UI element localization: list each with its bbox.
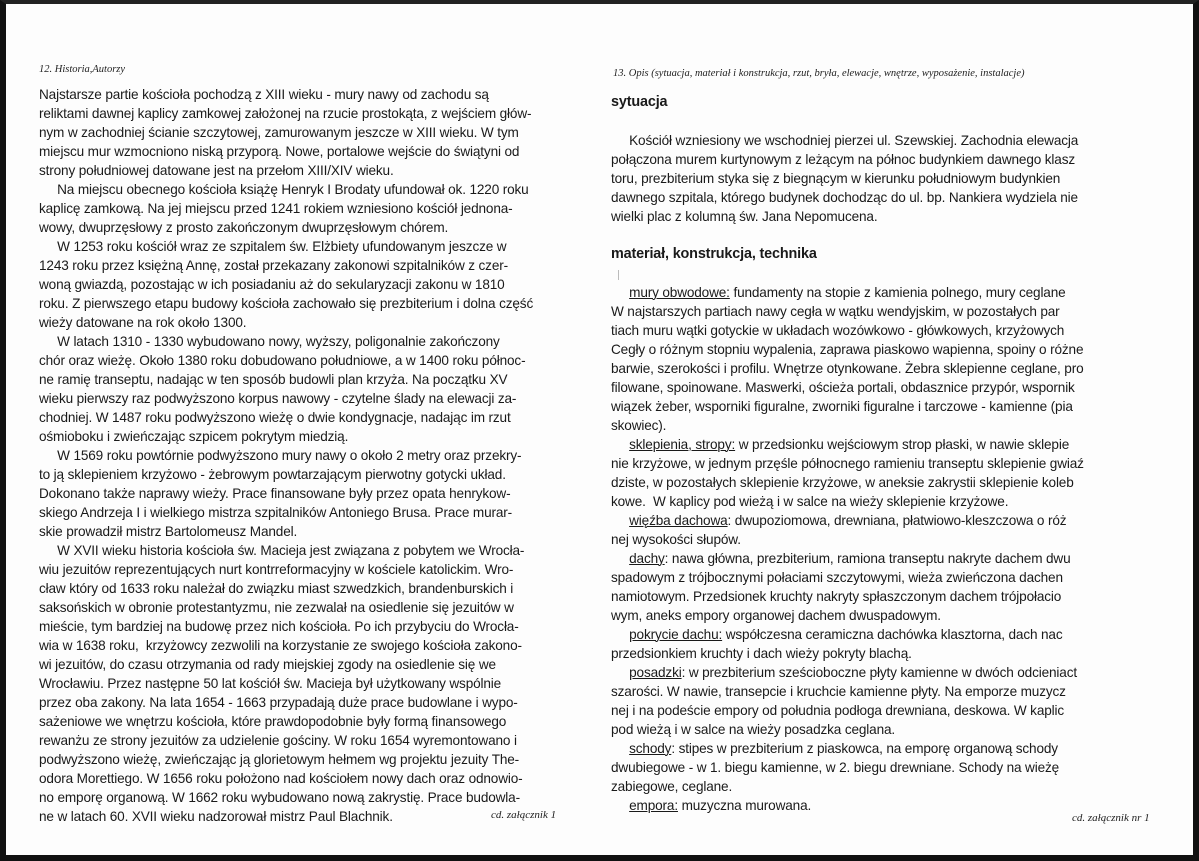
item-text: fundamenty na stopie z kamienia polnego, mury ceglane [729,285,1066,300]
text-line: rewanżu ze strony jezuitów za udzielenie gościny. W roku 1654 wyremontowano i [39,733,517,748]
material-item [611,549,1199,625]
text-line [611,511,1199,530]
item-term: pokrycie dachu: [629,627,723,642]
text-line: wym, aneks empory organowej dachem dwuspadowym. [611,608,941,623]
text-line: wieży datowane na rok około 1300. [39,315,247,330]
material-item [611,283,1199,435]
text-line [611,549,1199,568]
text-line: połączona murem kurtynowym z leżącym na północ budynkiem dawnego klasz [611,152,1075,167]
text-line: nej i na podeście empory od południa podłoga drewniana, deskowa. W kaplic [611,703,1065,718]
heading-material: materiał, konstrukcja, technika [611,246,817,262]
material-items [611,283,1199,815]
indent [611,627,629,642]
text-line: Na miejscu obecnego kościoła książę Henryk I Brodaty ufundował ok. 1220 roku [39,182,529,197]
text-line: skie prowadził mistrz Bartolomeusz Mandel. [39,524,298,539]
text-line: wiązek żeber, wsporniki figuralne, zworniki figuralne i tarczowe - kamienne (pia [611,399,1073,414]
text-line: namiotowym. Przedsionek kruchty nakryty spłaszczonym dachem trójpołacio [611,589,1062,604]
text-line: kowe. W kaplicy pod wieżą i w salce na wieży sklepienie krzyżowe. [611,494,1009,509]
text-line: W 1253 roku kościół wraz ze szpitalem św. Elżbiety ufundowanym jeszcze w [39,239,507,254]
text-line: mieście, tym bardziej na budowę przez nich kościoła. Po ich przybyciu do Wrocła- [39,619,519,634]
text-line: wiu jezuitów reprezentujących nurt kontrreformacyjny w kościele katolickim. Wro- [39,562,514,577]
item-term: mury obwodowe: [629,285,730,300]
text-line: W latach 1310 - 1330 wybudowano nowy, wyższy, poligonalnie zakończony [39,334,500,349]
item-text: muzyczna murowana. [677,798,812,813]
scan-mark [618,270,619,280]
text-line: przedsionkiem kruchty i dach wieży pokryty blachą. [611,646,912,661]
left-footer: cd. załącznik 1 [491,809,557,821]
text-line: saksońskich w obronie protestantyzmu, nie zezwalał na osiedlenie się jezuitów w [39,600,514,615]
indent [611,741,629,756]
left-page [6,4,596,855]
item-term: empora: [629,798,678,813]
text-line: ne w latach 60. XVII wieku nadzorował mistrz Paul Blachnik. [39,809,393,824]
indent [611,665,629,680]
spacer [611,226,1199,245]
text-line: wi jezuitów, do czasu otrzymania od rady miejskiej zgody na osiedlenie się we [39,657,496,672]
item-text: : stipes w prezbiterium z piaskowca, na emporę organową schody [671,741,1058,756]
text-line: strony południowej datowane jest na przełom XIII/XIV wieku. [39,163,394,178]
material-item [611,739,1199,796]
text-line [611,283,1199,302]
text-line: W 1569 roku powtórnie podwyższono mury nawy o około 2 metry oraz przekry- [39,448,522,463]
text-line: dawnego szpitala, którego budynek dochodząc do ul. bp. Nankiera wydziela nie [611,190,1078,205]
text-line: nym w zachodniej ścianie szczytowej, zamurowanym jeszcze w XIII wieku. W tym [39,125,519,140]
material-item [611,625,1199,663]
text-line: dwubiegowe - w 1. biegu kamienne, w 2. biegu drewniane. Schody na wieżę [611,760,1060,775]
spacer [611,112,1199,131]
text-line: sażeniowe we wnętrzu kościoła, które prawdopodobnie były formą finansowego [39,714,507,729]
text-line: zabiegowe, ceglane. [611,779,733,794]
text-line: nej wysokości słupów. [611,532,741,547]
text-line: W XVII wieku historia kościoła św. Macieja jest związana z pobytem we Wrocła- [39,543,525,558]
item-text: współczesna ceramiczna dachówka klasztorna, dach nac [722,627,1063,642]
text-line: Wrocławiu. Przez następne 50 lat kościół św. Macieja był użytkowany wspólnie [39,676,502,691]
text-line: podwyższono wieżę, zwieńczając ją glorietowym hełmem wg projektu jezuity The- [39,752,520,767]
item-term: sklepienia, stropy: [629,437,736,452]
text-line [611,435,1199,454]
section-label-history: 12. Historia,Autorzy [39,64,126,75]
text-line: cław który od 1633 roku należał do związku miast szwedzkich, brandenburskich i [39,581,514,596]
indent [611,798,629,813]
item-text: : dwupoziomowa, drewniana, płatwiowo-kleszczowa o róż [727,513,1067,528]
text-line: Dokonano także naprawy wieży. Prace finansowane były przez opata henrykow- [39,486,511,501]
text-line: wielki plac z kolumną św. Jana Nepomucena. [611,209,878,224]
text-line: roku. Z pierwszego etapu budowy kościoła zachowało się prezbiterium i dolna część [39,296,534,311]
text-line: 1243 roku przez księżną Annę, został przekazany zakonowi szpitalników z czer- [39,258,508,273]
text-line: spadowym z trójbocznymi połaciami szczytowymi, wieża zwieńczona dachen [611,570,1063,585]
item-term: schody [629,741,672,756]
text-line: szarości. W nawie, transepcie i kruchcie kamienne płyty. Na emporze muzycz [611,684,1066,699]
history-text [39,85,589,826]
text-line: chór oraz wieżę. Około 1380 roku dobudowano południowe, a w 1400 roku północ- [39,353,526,368]
text-line: ne ramię transeptu, nadając w ten sposób budowli plan krzyża. Na początku XV [39,372,508,387]
text-line: to ją sklepieniem krzyżowo - żebrowym powtarzającym pierwotny gotycki układ. [39,467,506,482]
text-line: W najstarszych partiach nawy cegła w wątku wendyjskim, w pozostałych par [611,304,1060,319]
text-line: skowiec). [611,418,667,433]
text-line [611,663,1199,682]
text-line: wieku pierwszy raz podwyższono korpus nawowy - czytelne ślady na elewacji za- [39,391,517,406]
text-line [611,739,1199,758]
text-line: miejscu mur wzmocniono niską przyporą. Nowe, portalowe wejście do świątyni od [39,144,520,159]
text-line: przez oba zakony. Na lata 1654 - 1663 przypadają duże prace budowlane i wypo- [39,695,518,710]
item-term: więźba dachowa [629,513,728,528]
text-line: reliktami dawnej kaplicy zamkowej założonej na rzucie prostokąta, z wejściem głów- [39,106,532,121]
right-page [596,4,1199,855]
indent [611,551,629,566]
text-line: chodniej. W 1487 roku podwyższono wieżę o dwie kondygnacje, nadając im rzut [39,410,511,425]
text-line [611,625,1199,644]
situation-text [611,131,1199,226]
text-line: skiego Andrzeja I i wielkiego mistrza szpitalników Antoniego Brusa. Prace murar- [39,505,513,520]
text-line: filowane, spoinowane. Maswerki, ościeża portali, obdasznice przypór, wspornik [611,380,1075,395]
text-line: Najstarsze partie kościoła pochodzą z XIII wieku - mury nawy od zachodu są [39,87,489,102]
heading-situation: sytuacja [611,94,668,110]
text-line: no emporę organową. W 1662 roku wybudowano nową zakrystię. Prace budowla- [39,790,520,805]
text-line: odora Morettiego. W 1656 roku położono nad kościołem nowy dach oraz odnowio- [39,771,523,786]
text-line: dziste, w pozostałych sklepienie krzyżowe, w aneksie zakrystii sklepienie koleb [611,475,1074,490]
text-line: wia w 1638 roku, krzyżowcy zezwolili na korzystanie ze swojego kościoła zakono- [39,638,522,653]
text-line: Kościół wzniesiony we wschodniej pierzei ul. Szewskiej. Zachodnia elewacja [611,133,1079,148]
indent [611,437,629,452]
text-line: kaplicę zamkową. Na jej miejscu przed 1241 rokiem wzniesiono kościół jednona- [39,201,513,216]
indent [611,285,629,300]
item-text: : nawa główna, prezbiterium, ramiona transeptu nakryte dachem dwu [664,551,1071,566]
text-line: wowy, dwuprzęsłowy z prosto zakończonym dwuprzęsłowym chórem. [39,220,449,235]
item-text: : w prezbiterium sześcioboczne płyty kamienne w dwóch odcieniact [681,665,1077,680]
text-line: barwie, szerokości i profilu. Wnętrze otynkowane. Żebra sklepienne ceglane, pro [611,361,1084,376]
item-term: dachy [629,551,665,566]
item-text: w przedsionku wejściowym strop płaski, w nawie sklepie [735,437,1070,452]
indent [611,513,629,528]
text-line: ośmioboku i zwieńczając szpicem pokrytym miedzią. [39,429,349,444]
item-term: posadzki [629,665,682,680]
section-label-description: 13. Opis (sytuacja, materiał i konstrukcja, rzut, bryła, elewacje, wnętrze, wyposażenie, instalacje) [613,68,1025,79]
text-line: Cegły o różnym stopniu wypalenia, zaprawa piaskowo wapienna, spoiny o różne [611,342,1084,357]
text-line: tiach muru wątki gotyckie w układach wozówkowo - główkowych, krzyżowych [611,323,1065,338]
text-line: pod wieżą i w salce na wieży posadzka ceglana. [611,722,896,737]
material-item [611,663,1199,739]
right-footer: cd. załącznik nr 1 [1072,812,1150,824]
spacer [611,264,1199,283]
material-item [611,435,1199,511]
material-item [611,511,1199,549]
text-line: woną gwiazdą, pozostając w ich posiadaniu aż do sekularyzacji zakonu w 1810 [39,277,505,292]
text-line: toru, prezbiterium styka się z biegnącym w kierunku południowym budynkien [611,171,1061,186]
text-line: nie krzyżowe, w jednym przęśle północnego ramieniu transeptu sklepienie gwiaź [611,456,1084,471]
description-text [611,93,1199,815]
